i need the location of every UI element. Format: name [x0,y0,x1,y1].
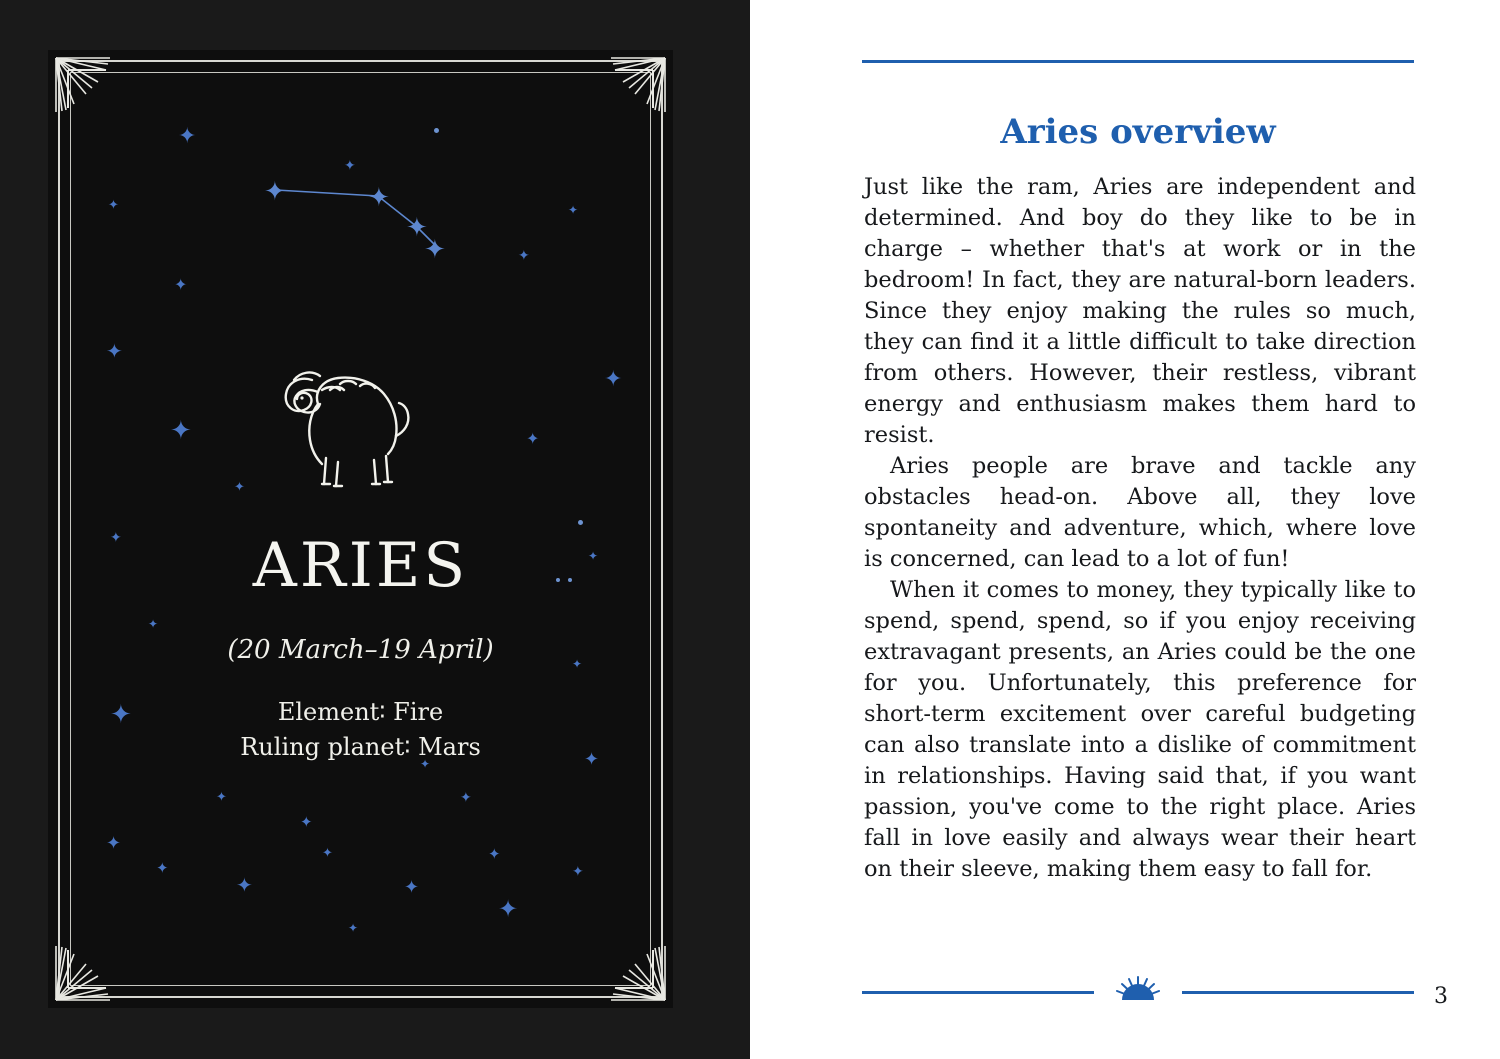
article-body [864,172,1416,885]
zodiac-attributes [48,695,673,765]
svg-text:✦: ✦ [424,235,446,265]
footer-rule-left [862,991,1094,994]
paragraph: Aries people are brave and tackle any obstacles head-on. Above all, they love spontaneity and adventure, which, where love is concerned, can lead to a lot of fun! [864,453,1416,572]
page-number-wrap [1434,984,1448,1009]
footer-rule-right [1182,991,1414,994]
star-field: ✦ ✦ ✦ ✦ ✦ ✦ ✦ ✦ ✦ ✦ ✦ ✦ ✦ ✦ ✦ ✦ ✦ ✦ ✦ ✦ ✦ ✦ ✦ ✦ ✦ ✦ ✦ ✦ ✦ ✦ [106,123,623,935]
aries-constellation [48,50,673,1008]
paragraph: When it comes to money, they typically like to spend, spend, spend, so if you enjoy receiving extravagant presents, an Aries could be the one for you. Unfortunately, this preference for short-term excitement over careful budgeting can also translate into a dislike of commitment in relationships. Having said that, if you want passion, you've come to the right place. Aries fall in love easily and always wear their heart on their sleeve, making them easy to fall for. [864,577,1416,882]
svg-text:✦: ✦ [368,183,390,213]
ruling-planet-line: Ruling planet∶ Mars [240,732,481,761]
sunburst-ornament [1108,975,1168,1007]
zodiac-card [48,50,673,1008]
header-rule [862,60,1414,63]
zodiac-dates: (20 March–19 April) [227,635,494,665]
right-page [750,0,1500,1059]
paragraph: Just like the ram, Aries are independent and determined. And boy do they like to be in charge – whether that's at work or in the bedroom! In fact, they are natural-born leaders. Since they enjoy making the rules so much, they can find it a little difficult to take direction from others. However, their restless, vibrant energy and enthusiasm makes them hard to resist. [864,174,1416,448]
page-number: 3 [1434,984,1448,1009]
page-footer [862,975,1414,1007]
element-line: Element∶ Fire [277,698,444,726]
ram-illustration [256,332,466,502]
svg-text:✦: ✦ [264,177,286,207]
svg-text:✦: ✦ [406,213,428,243]
zodiac-name: ARIES [252,530,469,601]
page-title: Aries overview [1000,112,1276,152]
